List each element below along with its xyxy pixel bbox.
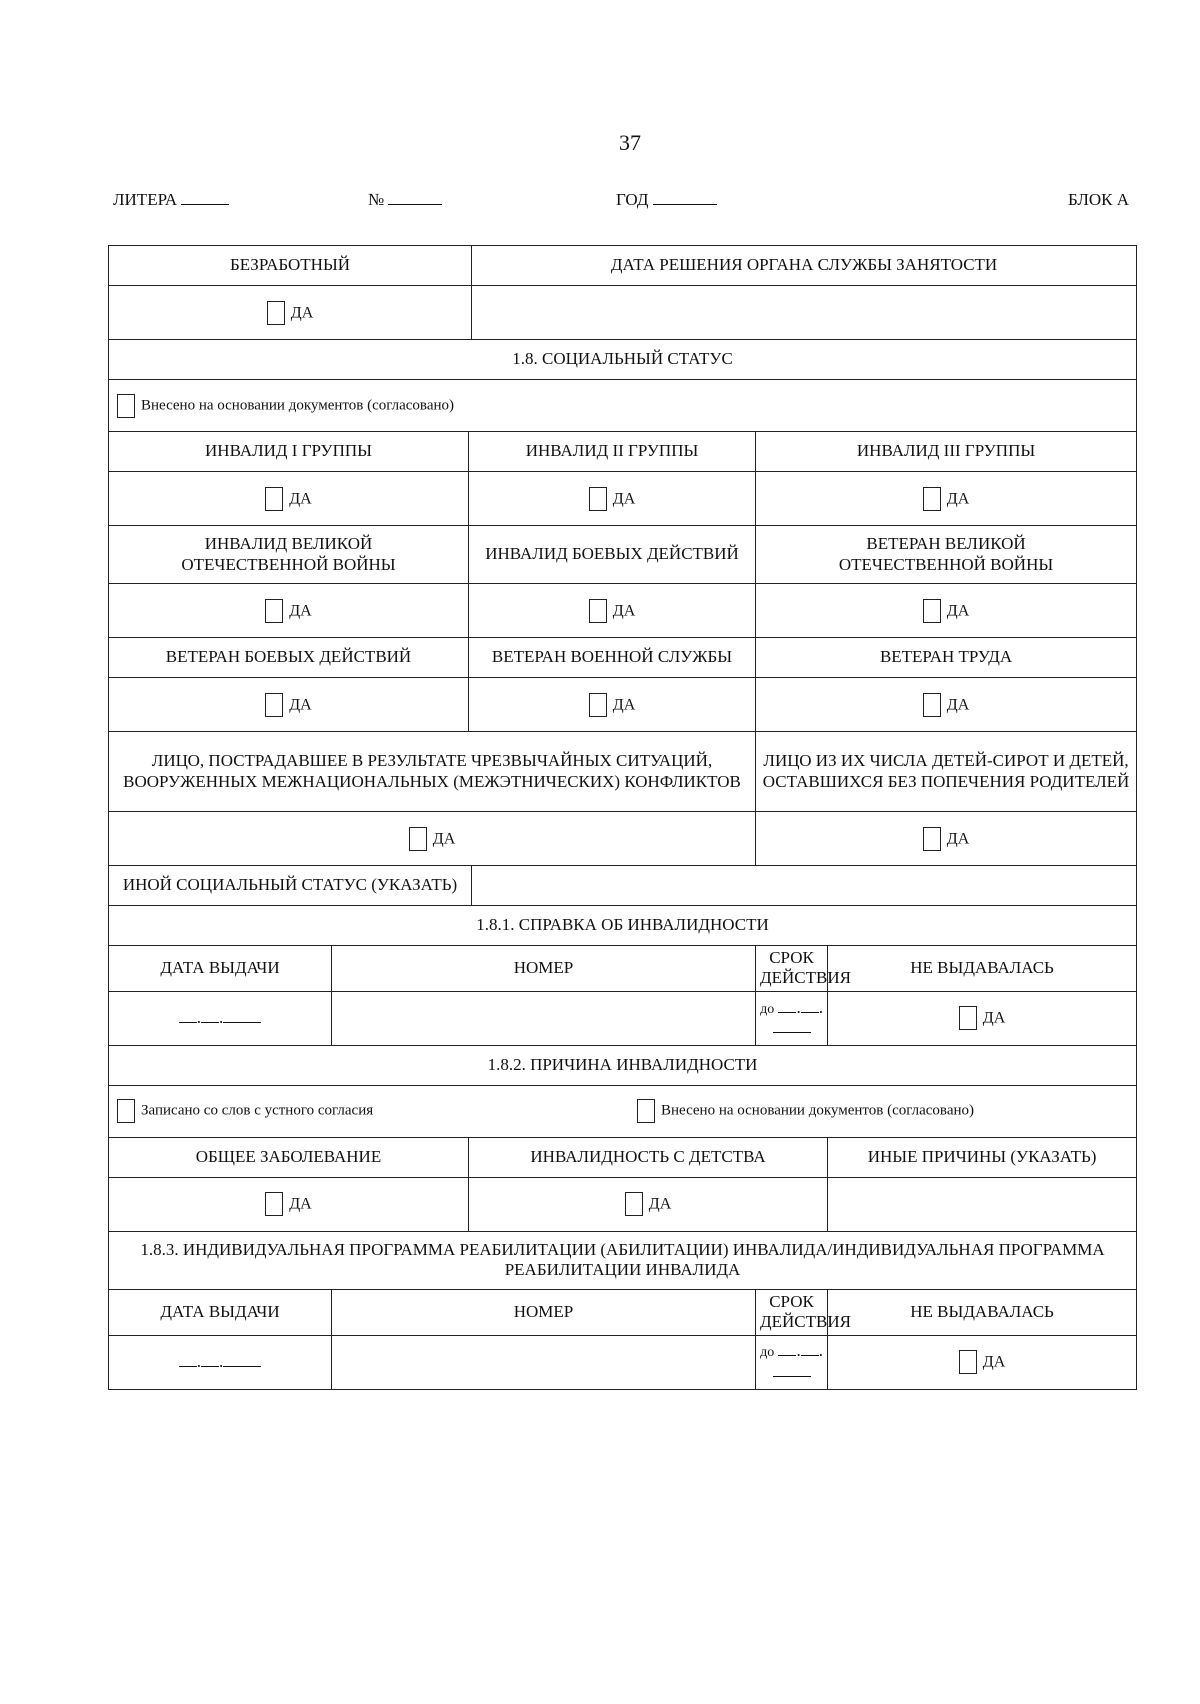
section-title-certificate: 1.8.1. СПРАВКА ОБ ИНВАЛИДНОСТИ: [109, 906, 1137, 946]
social-status-form: БЕЗРАБОТНЫЙ ДАТА РЕШЕНИЯ ОРГАНА СЛУЖБЫ ЗАНЯТОСТИ ДА 1.8. СОЦИАЛЬНЫЙ СТАТУС Внесено на основании документов (согласовано) ИНВАЛИД I ГРУППЫ ИНВАЛИД II ГРУППЫ ИНВАЛИД III ГРУППЫ ДА ДА ДА ИНВАЛИД ВЕЛИКОЙ ОТЕЧЕСТВЕННОЙ ВОЙНЫ ИНВАЛИД БОЕВЫХ ДЕЙСТВИЙ ВЕТЕРАН ВЕЛИКОЙ ОТЕЧЕСТВЕННОЙ ВОЙНЫ ДА ДА ДА ВЕТЕРАН БОЕВЫХ ДЕЙСТВИЙ ВЕТЕРАН ВОЕННОЙ СЛУЖБЫ ВЕТЕРАН ТРУДА ДА ДА ДА ЛИЦО, ПОСТРАДАВШЕЕ В РЕЗУЛЬТАТЕ ЧРЕЗВЫЧАЙНЫХ СИТУАЦИЙ, ВООРУЖЕННЫХ МЕЖНАЦИОНАЛЬНЫХ (МЕЖЭТНИЧЕСКИХ) КОНФЛИКТОВ ЛИЦО ИЗ ИХ ЧИСЛА ДЕТЕЙ-СИРОТ И ДЕТЕЙ, ОСТАВШИХСЯ БЕЗ ПОПЕЧЕНИЯ РОДИТЕЛЕЙ ДА ДА ИНОЙ СОЦИАЛЬНЫЙ СТАТУС (УКАЗАТЬ) 1.8.1. СПРАВКА ОБ ИНВАЛИДНОСТИ ДАТА ВЫДАЧИ НОМЕР СРОК ДЕЙСТВИЯ НЕ ВЫДАВАЛАСЬ . . до . . ДА 1.8.2. ПРИЧИНА ИНВАЛИДНОСТИ Записано со слов с устного согласия Внесено на основании документов (согласовано) ОБЩЕЕ ЗАБОЛЕВАНИЕ ИНВАЛИДНОСТЬ С ДЕТСТВА ИНЫЕ ПРИЧИНЫ (УКАЗАТЬ) ДА ДА 1.8.3. ИНДИВИДУАЛЬНАЯ ПРОГРАММА РЕАБИЛИТАЦИИ (АБИЛИТАЦИИ) ИНВАЛИДА/ИНДИВИДУАЛЬНАЯ ПРОГРАММА РЕАБИЛИТАЦИИ ИНВАЛИДА ДАТА ВЫДАЧИ НОМЕР СРОК ДЕЙСТВИЯ НЕ ВЫДАВАЛАСЬ . . до . . ДА: [108, 245, 1137, 1390]
cert-number-input[interactable]: [332, 991, 756, 1045]
page-number: 37: [619, 130, 641, 155]
cause-docs-label: Внесено на основании документов (согласовано): [661, 1102, 974, 1119]
year-label: ГОД: [616, 190, 649, 209]
combat-disabled-checkbox[interactable]: [589, 599, 607, 623]
unemployed-checkbox[interactable]: [267, 301, 285, 325]
unemployed-label: БЕЗРАБОТНЫЙ: [109, 246, 472, 286]
military-veteran-checkbox[interactable]: [589, 693, 607, 717]
emergency-victim-label: ЛИЦО, ПОСТРАДАВШЕЕ В РЕЗУЛЬТАТЕ ЧРЕЗВЫЧАЙНЫХ СИТУАЦИЙ, ВООРУЖЕННЫХ МЕЖНАЦИОНАЛЬНЫХ (МЕЖЭТНИЧЕСКИХ) КОНФЛИКТОВ: [109, 732, 756, 812]
combat-disabled-label: ИНВАЛИД БОЕВЫХ ДЕЙСТВИЙ: [469, 526, 756, 584]
section-title-cause: 1.8.2. ПРИЧИНА ИНВАЛИДНОСТИ: [109, 1045, 1137, 1085]
since-childhood-checkbox[interactable]: [625, 1192, 643, 1216]
disabled-1-checkbox[interactable]: [265, 487, 283, 511]
litera-label: ЛИТЕРА: [113, 190, 178, 209]
docs-note-label: Внесено на основании документов (согласовано): [141, 396, 454, 413]
block-label: БЛОК А: [1068, 190, 1130, 209]
cert-issue-date-label: ДАТА ВЫДАЧИ: [109, 946, 332, 992]
orphan-checkbox[interactable]: [923, 827, 941, 851]
since-childhood-label: ИНВАЛИДНОСТЬ С ДЕТСТВА: [469, 1137, 828, 1177]
disabled-2-checkbox[interactable]: [589, 487, 607, 511]
cause-note-row: [109, 1085, 1137, 1137]
orphan-label: ЛИЦО ИЗ ИХ ЧИСЛА ДЕТЕЙ-СИРОТ И ДЕТЕЙ, ОСТАВШИХСЯ БЕЗ ПОПЕЧЕНИЯ РОДИТЕЛЕЙ: [756, 732, 1137, 812]
docs-note-row: [109, 380, 1137, 432]
emergency-victim-checkbox[interactable]: [409, 827, 427, 851]
disabled-3-label: ИНВАЛИД III ГРУППЫ: [756, 432, 1137, 472]
year-field[interactable]: [616, 190, 717, 210]
docs-checkbox[interactable]: [117, 394, 135, 418]
oral-consent-label: Записано со слов с устного согласия: [141, 1102, 374, 1119]
yes-label: ДА: [290, 303, 314, 321]
combat-veteran-label: ВЕТЕРАН БОЕВЫХ ДЕЙСТВИЙ: [109, 638, 469, 678]
military-veteran-label: ВЕТЕРАН ВОЕННОЙ СЛУЖБЫ: [469, 638, 756, 678]
cert-validity-input[interactable]: до . .: [756, 991, 828, 1045]
rehab-issue-date-label: ДАТА ВЫДАЧИ: [109, 1289, 332, 1335]
cert-validity-label: СРОК ДЕЙСТВИЯ: [756, 946, 828, 992]
unemployed-yes-cell: [109, 286, 472, 340]
cert-not-issued-checkbox[interactable]: [959, 1006, 977, 1030]
combat-veteran-checkbox[interactable]: [265, 693, 283, 717]
litera-field[interactable]: [113, 190, 229, 210]
cause-docs-checkbox[interactable]: [637, 1099, 655, 1123]
cert-issue-date-input[interactable]: . .: [109, 991, 332, 1045]
ww2-disabled-label: ИНВАЛИД ВЕЛИКОЙ ОТЕЧЕСТВЕННОЙ ВОЙНЫ: [109, 526, 469, 584]
rehab-number-label: НОМЕР: [332, 1289, 756, 1335]
cert-number-label: НОМЕР: [332, 946, 756, 992]
ww2-disabled-checkbox[interactable]: [265, 599, 283, 623]
other-status-label: ИНОЙ СОЦИАЛЬНЫЙ СТАТУС (УКАЗАТЬ): [109, 866, 472, 906]
labor-veteran-label: ВЕТЕРАН ТРУДА: [756, 638, 1137, 678]
litera-input-line[interactable]: [181, 190, 229, 205]
disabled-1-label: ИНВАЛИД I ГРУППЫ: [109, 432, 469, 472]
decision-date-input[interactable]: [472, 286, 1137, 340]
rehab-validity-input[interactable]: до . .: [756, 1335, 828, 1389]
ww2-veteran-label: ВЕТЕРАН ВЕЛИКОЙ ОТЕЧЕСТВЕННОЙ ВОЙНЫ: [756, 526, 1137, 584]
labor-veteran-checkbox[interactable]: [923, 693, 941, 717]
other-status-input[interactable]: [472, 866, 1137, 906]
year-input-line[interactable]: [653, 190, 717, 205]
other-causes-input[interactable]: [828, 1177, 1137, 1231]
ww2-veteran-checkbox[interactable]: [923, 599, 941, 623]
rehab-number-input[interactable]: [332, 1335, 756, 1389]
general-disease-label: ОБЩЕЕ ЗАБОЛЕВАНИЕ: [109, 1137, 469, 1177]
general-disease-checkbox[interactable]: [265, 1192, 283, 1216]
oral-consent-checkbox[interactable]: [117, 1099, 135, 1123]
decision-date-label: ДАТА РЕШЕНИЯ ОРГАНА СЛУЖБЫ ЗАНЯТОСТИ: [472, 246, 1137, 286]
other-causes-label: ИНЫЕ ПРИЧИНЫ (УКАЗАТЬ): [828, 1137, 1137, 1177]
rehab-not-issued-label: НЕ ВЫДАВАЛАСЬ: [828, 1289, 1137, 1335]
section-title-social-status: 1.8. СОЦИАЛЬНЫЙ СТАТУС: [109, 340, 1137, 380]
rehab-issue-date-input[interactable]: . .: [109, 1335, 332, 1389]
disabled-3-checkbox[interactable]: [923, 487, 941, 511]
rehab-not-issued-checkbox[interactable]: [959, 1350, 977, 1374]
number-field[interactable]: [368, 190, 442, 210]
number-label: №: [368, 190, 385, 209]
cert-not-issued-label: НЕ ВЫДАВАЛАСЬ: [828, 946, 1137, 992]
section-title-rehab: 1.8.3. ИНДИВИДУАЛЬНАЯ ПРОГРАММА РЕАБИЛИТАЦИИ (АБИЛИТАЦИИ) ИНВАЛИДА/ИНДИВИДУАЛЬНАЯ ПРОГРАММА РЕАБИЛИТАЦИИ ИНВАЛИДА: [109, 1231, 1137, 1289]
rehab-validity-label: СРОК ДЕЙСТВИЯ: [756, 1289, 828, 1335]
disabled-2-label: ИНВАЛИД II ГРУППЫ: [469, 432, 756, 472]
number-input-line[interactable]: [388, 190, 442, 205]
